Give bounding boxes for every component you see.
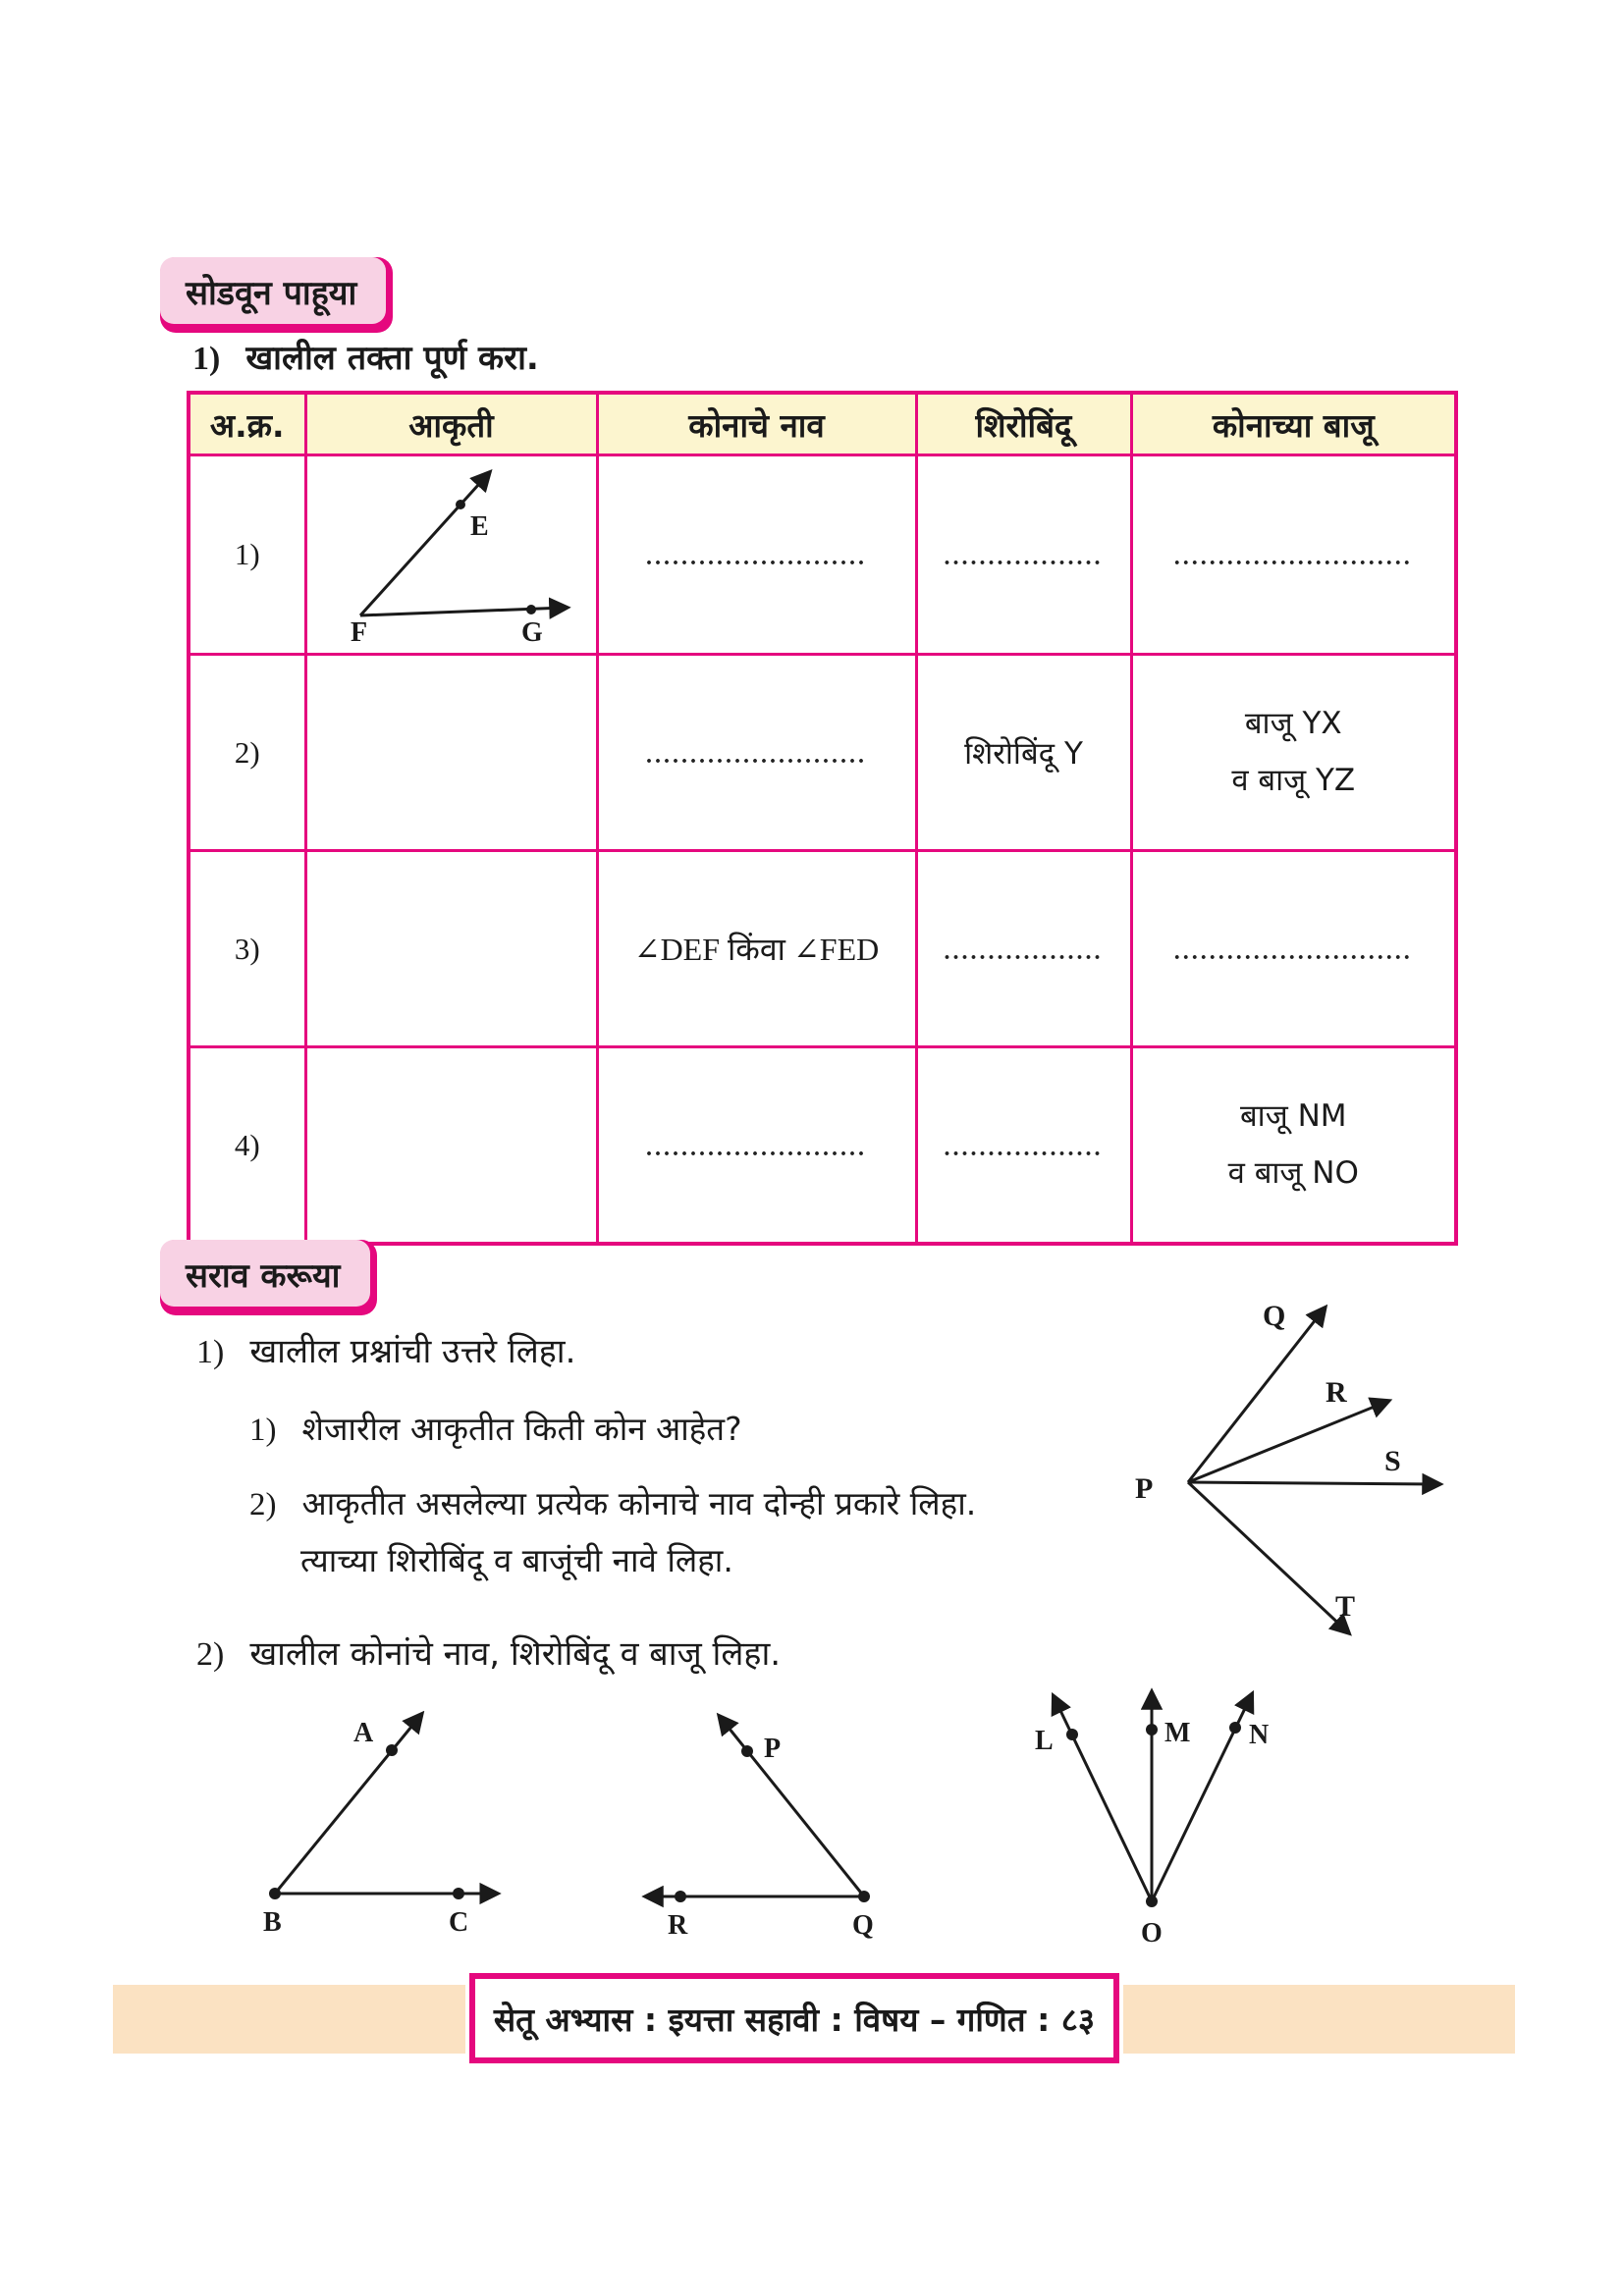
point-label-t: T (1335, 1590, 1356, 1623)
row3-serial: 3) (189, 851, 305, 1047)
footer-text: सेतू अभ्यास : इयत्ता सहावी : विषय – गणित : ८३ (493, 2000, 1096, 2039)
angle-table (187, 391, 1458, 1246)
point-label-l: L (1035, 1726, 1054, 1756)
row1-figure-cell (305, 455, 597, 655)
header-figure: आकृती (305, 393, 597, 455)
point-label-q: Q (1263, 1300, 1286, 1332)
practice-q1-number: 1) (196, 1334, 225, 1370)
practice-q1-sub1-line (249, 1406, 742, 1450)
row2-vertex-value: शिरोबिंदू Y (916, 655, 1131, 851)
point-label-o: O (1141, 1918, 1163, 1949)
point-label-r: R (668, 1910, 688, 1941)
header-sides: कोनाच्या बाजू (1131, 393, 1456, 455)
row1-vertex-blank: .................. (944, 545, 1104, 570)
header-angle-name: कोनाचे नाव (597, 393, 916, 455)
header-vertex: शिरोबिंदू (916, 393, 1131, 455)
point-label-e: E (469, 511, 489, 542)
row3-sides-blank: ........................... (1173, 938, 1413, 965)
practice-q1-sub2-number: 2) (249, 1487, 277, 1522)
point-label-q: Q (852, 1910, 874, 1941)
practice-section-badge (160, 1240, 377, 1315)
rays-lmno-figure (1000, 1669, 1324, 1949)
row1-sides-blank: ........................... (1173, 545, 1413, 570)
table-row (189, 455, 1456, 655)
row3-figure-cell (305, 851, 597, 1047)
practice-q1-sub1-text: शेजारील आकृतीत किती कोन आहेत? (301, 1410, 742, 1448)
row4-figure-cell (305, 1047, 597, 1245)
practice-q2-number: 2) (196, 1636, 225, 1673)
rays-pqrst-figure (1108, 1264, 1471, 1652)
point-label-g: G (520, 617, 543, 643)
practice-q1-text: खालील प्रश्नांची उत्तरे लिहा. (249, 1332, 576, 1371)
practice-section-badge-label: सराव करूया (160, 1240, 370, 1307)
point-label-m: M (1164, 1718, 1191, 1748)
row3-angle-name-value: ∠DEF किंवा ∠FED (597, 851, 916, 1047)
practice-q1-sub2-line2 (300, 1537, 733, 1581)
solve-question-number: 1) (192, 341, 221, 377)
row4-serial: 4) (189, 1047, 305, 1245)
point-label-f: F (350, 617, 367, 643)
row4-sides-value (1131, 1047, 1456, 1245)
table-row (189, 1047, 1456, 1245)
header-serial: अ.क्र. (189, 393, 305, 455)
point-label-n: N (1249, 1720, 1270, 1750)
point-label-r: R (1326, 1376, 1347, 1409)
angle-prq-figure (607, 1690, 901, 1941)
practice-q2-text: खालील कोनांचे नाव, शिरोबिंदू व बाजू लिहा. (249, 1634, 782, 1674)
angle-efg-figure (313, 458, 590, 643)
practice-q2-line (196, 1629, 781, 1675)
point-label-a: A (353, 1718, 374, 1748)
row1-serial: 1) (189, 455, 305, 655)
practice-q1-line (196, 1327, 575, 1372)
practice-q1-sub2-text2: त्याच्या शिरोबिंदू व बाजूंची नावे लिहा. (300, 1541, 733, 1579)
row2-angle-name-blank: ......................... (646, 742, 867, 769)
row4-sides-line1: बाजू NM (1239, 1098, 1347, 1135)
table-header-row (189, 393, 1456, 455)
practice-q1-sub2-text1: आकृतीत असलेल्या प्रत्येक कोनाचे नाव दोन्ही प्रकारे लिहा. (301, 1484, 977, 1522)
row4-angle-name-blank: ......................... (646, 1135, 867, 1161)
row2-sides-line2: व बाजू YZ (1231, 762, 1356, 798)
table-row (189, 851, 1456, 1047)
solve-question-line (192, 334, 539, 379)
row2-figure-cell (305, 655, 597, 851)
row2-sides-line1: बाजू YX (1244, 706, 1342, 742)
angle-abc-figure (228, 1690, 522, 1941)
point-label-c: C (449, 1907, 469, 1938)
practice-q1-sub1-number: 1) (249, 1413, 277, 1448)
row2-serial: 2) (189, 655, 305, 851)
solve-section-badge-label: सोडवून पाहूया (160, 257, 386, 324)
row1-angle-name-blank: ......................... (646, 545, 867, 570)
row4-vertex-blank: .................. (944, 1135, 1104, 1161)
row4-sides-line2: व बाजू NO (1227, 1154, 1359, 1191)
point-label-b: B (263, 1907, 282, 1938)
row3-vertex-blank: .................. (944, 938, 1104, 965)
footer-box (469, 1973, 1119, 2063)
point-label-p: P (764, 1734, 782, 1764)
practice-q1-sub2-line1 (249, 1480, 976, 1524)
point-label-s: S (1384, 1445, 1401, 1477)
solve-question-text: खालील तक्ता पूर्ण करा. (245, 339, 539, 378)
table-row (189, 655, 1456, 851)
solve-section-badge (160, 257, 393, 333)
point-label-p: P (1135, 1472, 1154, 1505)
row2-sides-value (1131, 655, 1456, 851)
